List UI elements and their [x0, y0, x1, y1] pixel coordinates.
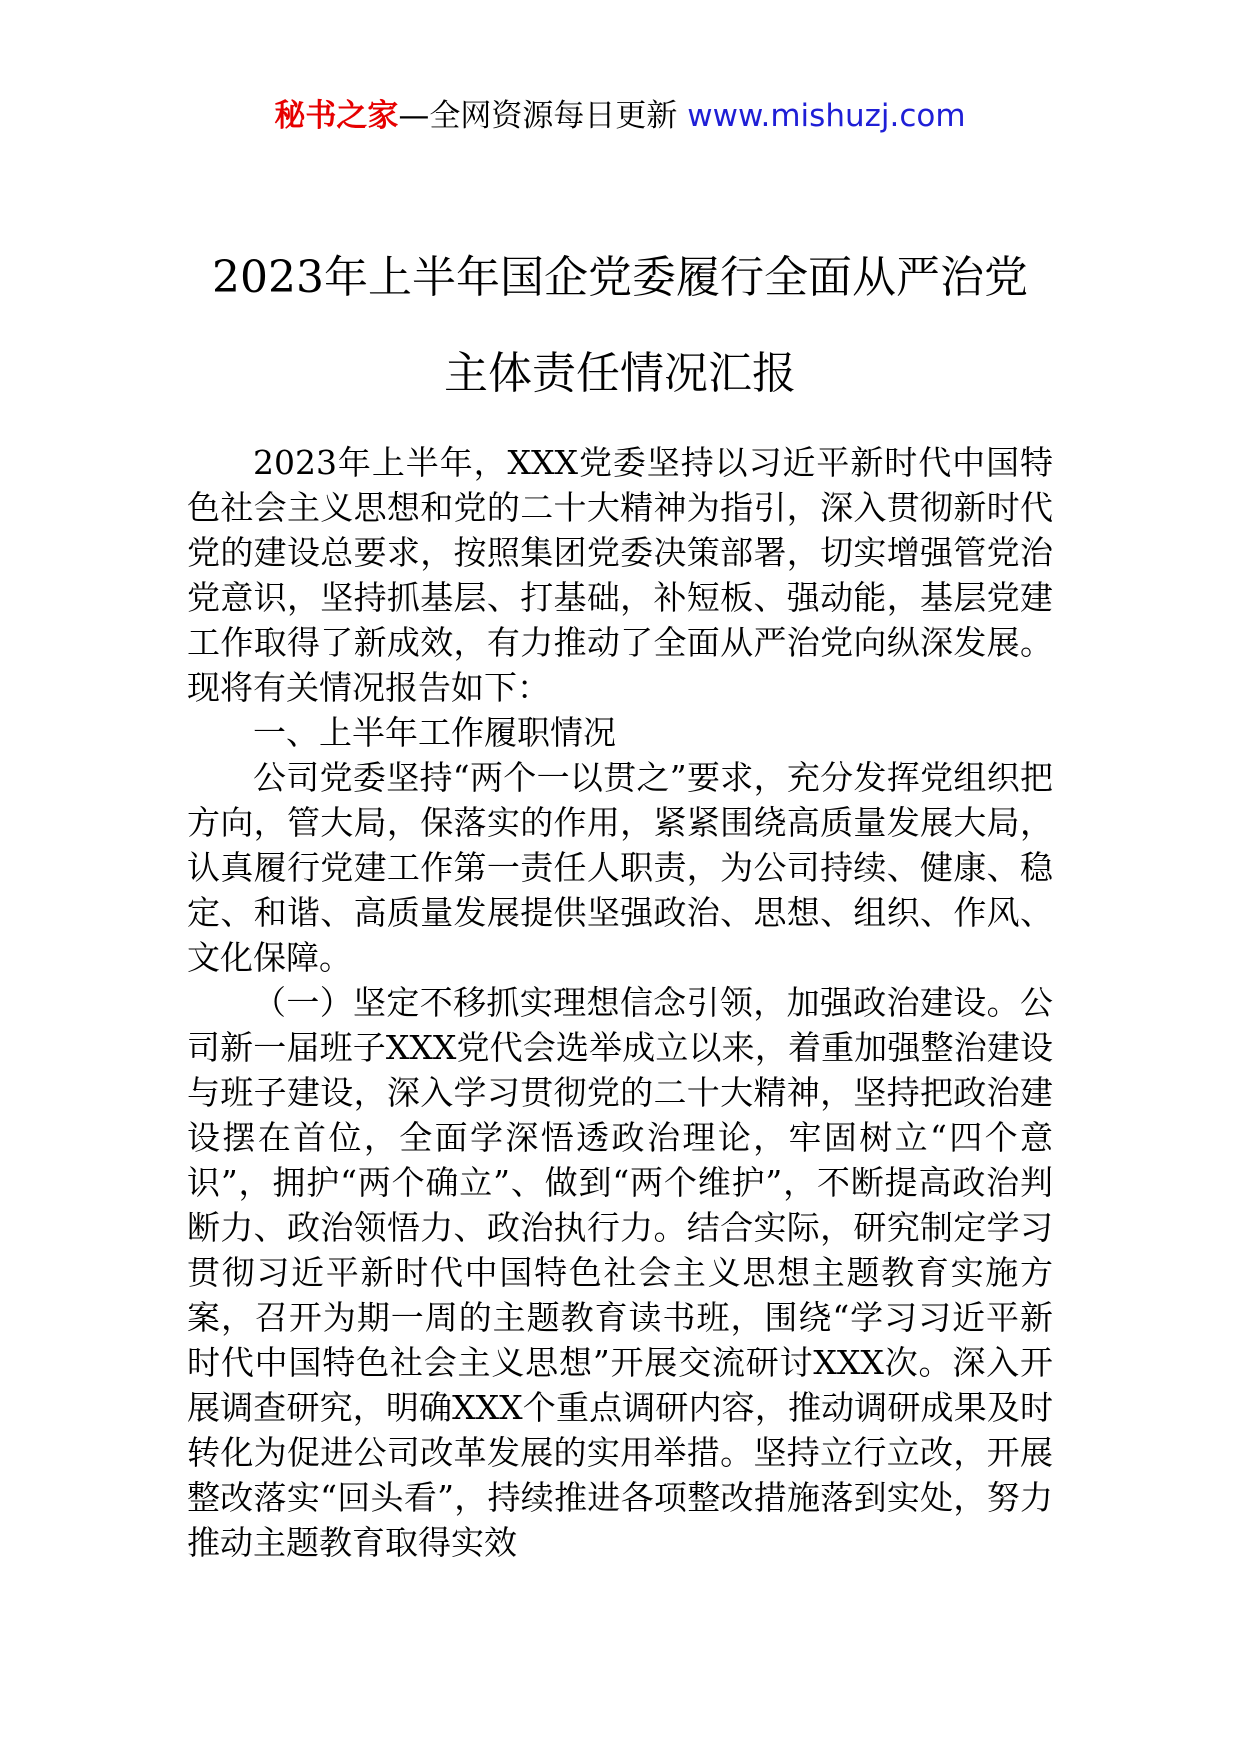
watermark-header — [0, 96, 1240, 136]
title-line-1: 2023年上半年国企党委履行全面从严治党 — [212, 252, 1028, 303]
title-line-2: 主体责任情况汇报 — [444, 348, 796, 399]
document-body — [187, 440, 1053, 1565]
section-paragraph: 公司党委坚持“两个一以贯之”要求，充分发挥党组织把方向，管大局，保落实的作用，紧紧围绕高质量发展大局，认真履行党建工作第一责任人职责，为公司持续、健康、稳定、和谐、高质量发展提供坚强政治、思想、组织、作风、文化保障。 — [187, 758, 1053, 977]
site-slogan: —全网资源每日更新 — [398, 98, 678, 134]
document-title — [150, 230, 1090, 422]
site-brand: 秘书之家 — [274, 98, 399, 134]
section-heading: 一、上半年工作履职情况 — [253, 713, 616, 752]
subsection-paragraph: （一）坚定不移抓实理想信念引领，加强政治建设。公司新一届班子XXX党代会选举成立以来，着重加强整治建设与班子建设，深入学习贯彻党的二十大精神，坚持把政治建设摆在首位，全面学深悟透政治理论，牢固树立“四个意识”，拥护“两个确立”、做到“两个维护”，不断提高政治判断力、政治领悟力、政治执行力。结合实际，研究制定学习贯彻习近平新时代中国特色社会主义思想主题教育实施方案，召开为期一周的主题教育读书班，围绕“学习习近平新时代中国特色社会主义思想”开展交流研讨XXX次。深入开展调查研究，明确XXX个重点调研内容，推动调研成果及时转化为促进公司改革发展的实用举措。坚持立行立改，开展整改落实“回头看”，持续推进各项整改措施落到实处，努力推动主题教育取得实效 — [187, 983, 1053, 1562]
site-url[interactable]: www.mishuzj.com — [687, 98, 966, 134]
intro-paragraph: 2023年上半年，XXX党委坚持以习近平新时代中国特色社会主义思想和党的二十大精神为指引，深入贯彻新时代党的建设总要求，按照集团党委决策部署，切实增强管党治党意识，坚持抓基层、打基础，补短板、强动能，基层党建工作取得了新成效，有力推动了全面从严治党向纵深发展。现将有关情况报告如下： — [187, 443, 1053, 707]
